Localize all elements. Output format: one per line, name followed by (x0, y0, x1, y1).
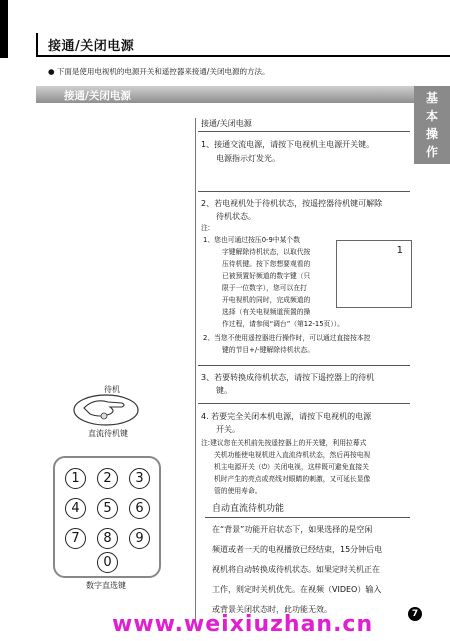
key-0-button[interactable]: 0 (97, 552, 118, 573)
step3-line: 键。 (216, 386, 232, 395)
side-tab-char: 本 (425, 109, 438, 123)
auto-line: 或背景关闭状态时，此功能无效。 (212, 605, 332, 614)
note-label: 注: (201, 224, 211, 232)
step1-line: 电源指示灯发光。 (216, 154, 280, 163)
standby-label: 待机 (104, 385, 120, 394)
note-line: 已被预置好频道的数字键（只 (222, 272, 311, 280)
rule (198, 403, 410, 404)
channel-display-box (336, 240, 412, 308)
note-line: 关机功能使电视机进入直流待机状态，然后再按电视 (214, 451, 371, 459)
auto-line: 在“背景”功能开启状态下，如果选择的是空闲 (212, 525, 373, 534)
key-8-button[interactable]: 8 (97, 528, 118, 549)
rule (198, 365, 410, 366)
key-3-button[interactable]: 3 (129, 468, 150, 489)
key-6-button[interactable]: 6 (129, 498, 150, 519)
hand-pressing-button-icon (70, 392, 140, 428)
auto-standby-title: 自动直流待机功能 (212, 504, 285, 514)
note-line: 1、您也可通过按压0-9中某个数 (203, 236, 300, 244)
title-underline (36, 55, 450, 57)
side-tab-char: 基 (425, 91, 438, 105)
note-line: 压待机键。按下您想要观看的 (222, 260, 311, 268)
note-line: 键的节目+/-键解除待机状态。 (222, 346, 314, 354)
key-9-button[interactable]: 9 (129, 528, 150, 549)
step3-line: 3、若要转换成待机状态，请按下遥控器上的待机 (201, 373, 375, 382)
key-7-button[interactable]: 7 (65, 528, 86, 549)
note-line: 字键解除待机状态，以取代按 (222, 248, 311, 256)
column-divider (195, 118, 196, 622)
channel-number: 1 (396, 245, 403, 256)
note-line: 注:建议您在关机前先按遥控器上的开关键，利用拉幕式 (201, 439, 367, 447)
note-line: 机主电源开关（⏻）关闭电视，这样既可避免直接关 (214, 463, 369, 471)
note-line: 机时产生的亮点或亮线对眼睛的刺激，又可延长显像 (214, 475, 371, 483)
auto-line: 频道或者一天的电视播放已经结束，15分钟后电 (212, 545, 383, 554)
key-2-button[interactable]: 2 (97, 468, 118, 489)
page-number: 7 (408, 607, 422, 621)
step1-line: 1、接通交流电源，请按下电视机主电源开关键。 (201, 140, 375, 149)
standby-key-label: 直流待机键 (88, 429, 128, 438)
key-4-button[interactable]: 4 (65, 498, 86, 519)
rule (205, 517, 410, 518)
note-line: 作过程，请参阅“调台”（第12-15页））。 (222, 320, 344, 328)
step2-line: 2、若电视机处于待机状态，按遥控器待机键可解除 (201, 199, 383, 208)
right-heading: 接通/关闭电源 (201, 119, 252, 128)
rule (198, 191, 410, 192)
rule (198, 131, 410, 132)
numeric-keypad (53, 456, 161, 578)
note-line: 开电视机的同时，完成频道的 (222, 296, 311, 304)
side-tab-char: 作 (425, 145, 438, 159)
title-vertical-rule (36, 33, 38, 57)
auto-line: 视机将自动转换成待机状态。如果定时关机正在 (212, 565, 380, 574)
auto-line: 工作，则定时关机优先。在视频（VIDEO）输入 (212, 585, 382, 594)
keypad-label: 数字直选键 (86, 581, 126, 590)
key-5-button[interactable]: 5 (97, 498, 118, 519)
step4-line: 4. 若要完全关闭本机电源，请按下电视机的电源 (201, 412, 372, 421)
page-title: 接通/关闭电源 (48, 39, 135, 54)
note-line: 限于一位数字），您可以在打 (222, 284, 307, 292)
note-line: 选择（有关电视频道预置的操 (222, 308, 311, 316)
section-title: 接通/关闭电源 (64, 90, 131, 102)
note-line: 2、当您不使用遥控器进行操作时，可以通过直接按本控 (203, 334, 371, 342)
step4-line: 开关。 (216, 425, 240, 434)
note-line: 管的使用寿命。 (214, 487, 262, 495)
watermark: www.weixiuzhan.cn (112, 612, 374, 637)
step2-line: 待机状态。 (216, 212, 256, 221)
side-tab-char: 操 (425, 127, 438, 141)
side-tab-basic-operation (414, 86, 450, 164)
key-1-button[interactable]: 1 (65, 468, 86, 489)
intro-text: ● 下面是使用电视机的电源开关和遥控器来接通/关闭电源的方法。 (48, 67, 270, 76)
top-black-bar (0, 0, 8, 58)
